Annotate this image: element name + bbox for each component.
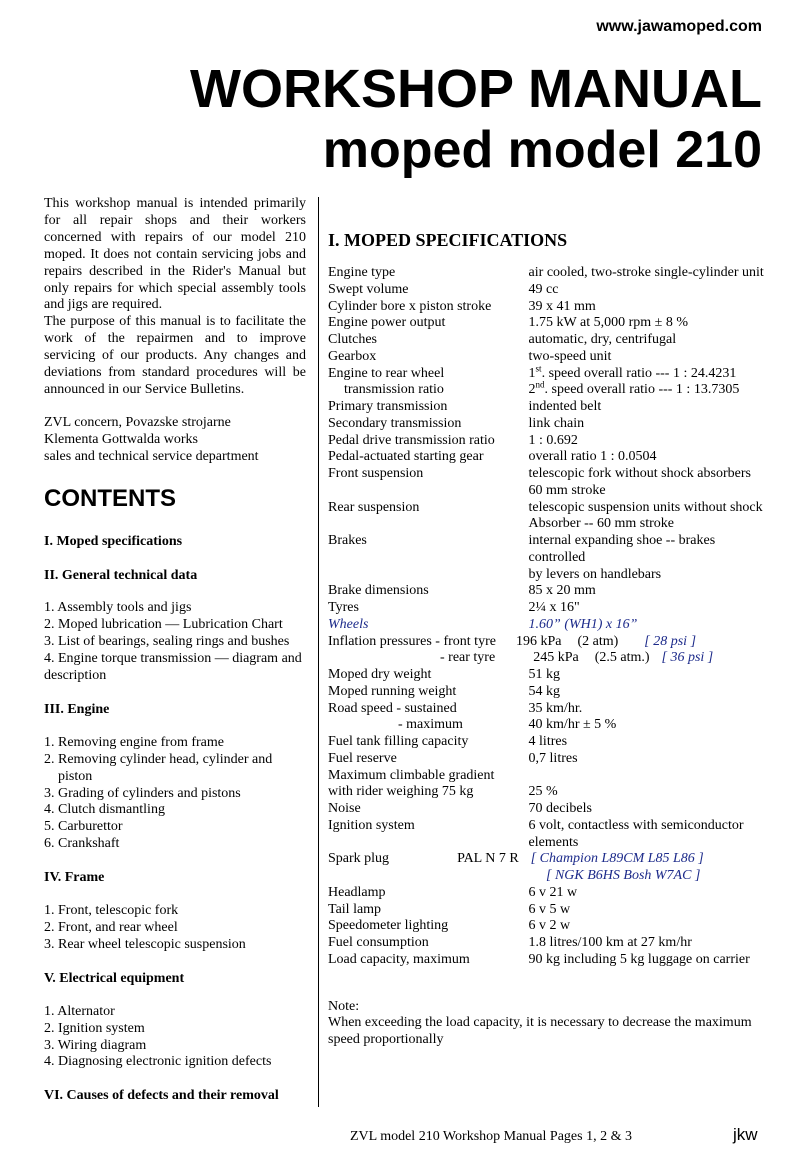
company-line: Klementa Gottwalda works [44,431,198,447]
spec-value: 90 kg including 5 kg luggage on carrier [528,951,750,967]
spec-label: Engine type [328,265,396,280]
spec-row [328,315,768,332]
inflation-rear [328,650,768,667]
ordinal-suffix: st [535,362,542,373]
spec-row [328,366,768,383]
ratio-text: . speed overall ratio --- 1 : 24.4231 [541,365,737,381]
spec-value: 49 cc [528,281,559,297]
contents-item[interactable]: 2. Moped lubrication — Lubrication Chart [44,617,283,633]
spec-value: link chain [528,415,585,431]
spec-label: Fuel tank filling capacity [328,734,469,749]
spec-value: 35 km/hr. [528,700,583,716]
note-block [328,999,768,1049]
contents-section-title[interactable]: V. Electrical equipment [44,970,185,986]
spec-value-line: elements [528,834,579,850]
specifications-heading: I. MOPED SPECIFICATIONS [328,230,568,250]
spec-value: 4 litres [528,734,568,749]
company-line: ZVL concern, Povazske strojarne [44,414,231,430]
spec-row [328,634,768,651]
contents-item[interactable]: 6. Crankshaft [44,836,120,852]
contents-section-title[interactable]: III. Engine [44,701,110,717]
spec-value: 0,7 litres [528,750,578,766]
spec-value-line: telescopic suspension units without shock [528,499,763,515]
contents-item[interactable]: 1. Alternator [44,1003,115,1019]
note-label: Note: [328,998,360,1014]
contents-item[interactable]: 3. List of bearings, sealing rings and bushes [44,634,290,650]
spec-row [328,617,768,634]
ratio-number: 1 [528,365,536,381]
spec-row [328,801,768,818]
ordinal-suffix: nd [535,379,545,390]
spec-value: 39 x 41 mm [528,298,596,314]
spec-label: Gearbox [328,348,377,364]
contents-list [44,735,306,853]
spec-value: PAL N 7 R [457,851,519,867]
spec-label: - maximum [398,717,463,733]
spec-label: Pedal drive transmission ratio [328,432,495,448]
company-line: sales and technical service department [44,448,259,464]
specifications-table [328,265,768,969]
spec-label: Moped dry weight [328,667,432,682]
spec-label: Secondary transmission [328,415,462,431]
spec-value: 2¼ x 16" [528,600,580,615]
column-divider [318,197,319,1107]
spec-label: Headlamp [328,884,386,900]
spec-value [529,533,768,583]
contents-list [44,903,306,954]
spec-value-line: internal expanding shoe -- brakes controlled [528,533,716,565]
spec-value: 51 kg [528,667,561,682]
left-column [44,196,306,1105]
spec-row [328,282,768,299]
spec-row [328,918,768,935]
ratio-number: 2 [528,382,536,398]
spec-value: automatic, dry, centrifugal [528,332,677,347]
spec-value: 6 v 21 w [528,884,578,900]
spec-value-line: by levers on handlebars [528,566,662,582]
contents-item[interactable]: 2. Removing cylinder head, cylinder and piston [44,751,273,784]
spec-row [328,500,768,534]
page-footer: ZVL model 210 Workshop Manual Pages 1, 2 & 3 [350,1129,632,1144]
spec-label: Primary transmission [328,399,448,414]
spec-label: Tail lamp [328,901,382,917]
spec-row [328,600,768,617]
spec-label: Engine to rear wheel [328,365,445,381]
spec-row [328,684,768,701]
spec-label: Wheels [328,616,369,632]
contents-list [44,1004,306,1072]
spec-row [328,868,768,885]
contents-item[interactable]: 3. Rear wheel telescopic suspension [44,936,246,952]
spec-value [528,362,768,383]
spec-row [328,935,768,952]
spec-label: Pedal-actuated starting gear [328,449,484,465]
spec-row [328,433,768,450]
spec-row [328,768,768,785]
spec-value: 6 v 5 w [528,901,571,917]
spec-row [328,902,768,919]
spec-label: Engine power output [328,315,446,331]
contents-item[interactable]: 1. Removing engine from frame [44,734,225,750]
contents-item[interactable]: 4. Engine torque transmission — diagram and description [44,651,302,684]
purpose-paragraph: The purpose of this manual is to facilitate the work of the repairmen and to improve servicing of our products. Any changes and deviations from standard procedures will be announced in our Service Bulletins. [44,314,306,397]
contents-item[interactable]: 4. Clutch dismantling [44,802,165,818]
spec-value: 25 % [528,784,558,800]
spec-label: Front suspension [328,466,424,481]
spec-row [328,784,768,801]
contents-section-title[interactable]: IV. Frame [44,870,105,886]
spec-value-line: 60 mm stroke [528,482,606,498]
spec-label: Inflation pressures - front tyre [328,633,496,649]
contents-item[interactable]: 1. Front, telescopic fork [44,903,179,919]
spec-label: Fuel consumption [328,935,429,950]
spec-value: 1.8 litres/100 km at 27 km/hr [528,935,692,950]
spec-row [328,650,768,667]
spec-value-line: Absorber -- 60 mm stroke [528,516,674,532]
spec-label: Tyres [328,600,359,615]
manual-subtitle: moped model 210 [322,121,762,179]
inflation-front [328,634,768,651]
psi-value: [ 36 psi ] [661,650,714,666]
contents-section-title[interactable]: II. General technical data [44,567,198,583]
spec-value: indented belt [528,399,602,414]
spec-label: - rear tyre [440,650,496,666]
spec-label: Noise [328,801,361,816]
plug-alternatives: [ NGK B6HS Bosh W7AC ] [546,868,701,883]
spec-label: Brakes [328,533,367,548]
spec-label: Rear suspension [328,499,420,515]
spec-row [328,466,768,500]
spec-row [328,332,768,349]
psi-value: [ 28 psi ] [644,633,697,649]
spec-row [328,734,768,751]
spec-row [328,299,768,316]
contents-item[interactable]: 1. Assembly tools and jigs [44,600,192,616]
company-info [44,415,306,466]
footer-initials: jkw [733,1125,758,1144]
contents-item[interactable]: 4. Diagnosing electronic ignition defects [44,1054,272,1070]
spec-value: two-speed unit [528,348,612,364]
spec-value [528,379,768,399]
spec-label: Swept volume [328,281,409,297]
spec-value: 54 kg [528,683,561,699]
spec-row [328,533,768,583]
spec-label: Speedometer lighting [328,918,449,934]
spec-row [328,399,768,416]
spec-value: 1.75 kW at 5,000 rpm ± 8 % [528,315,689,331]
spec-label: with rider weighing 75 kg [328,784,474,800]
spec-label: Ignition system [328,817,415,833]
manual-title: WORKSHOP MANUAL [190,59,762,119]
spec-value: (2.5 atm.) [594,650,650,666]
spec-label: Cylinder bore x piston stroke [328,298,492,314]
spec-row [328,416,768,433]
spec-row [328,717,768,734]
spec-label: Spark plug [328,851,390,867]
spec-value [529,818,768,852]
contents-heading: CONTENTS [44,484,176,512]
spec-label: Brake dimensions [328,583,429,599]
spec-value: 6 v 2 w [528,918,571,934]
spec-row [328,382,768,399]
contents-item[interactable]: 2. Front, and rear wheel [44,920,178,935]
note-text: When exceeding the load capacity, it is necessary to decrease the maximum speed proportionally [328,1015,752,1048]
spec-row [328,701,768,718]
spec-row [328,885,768,902]
spec-value [529,500,768,534]
spec-value: 40 km/hr ± 5 % [528,717,617,733]
contents-section-title[interactable]: I. Moped specifications [44,533,183,549]
spec-value [529,466,768,500]
spec-row [328,851,768,868]
spec-label: Fuel reserve [328,750,397,766]
spec-label: Load capacity, maximum [328,951,470,967]
spec-value: 1.60” (WH1) x 16” [528,616,638,632]
spec-label: Road speed - sustained [328,700,457,716]
spec-row [328,449,768,466]
spec-label: transmission ratio [344,382,444,398]
contents-item[interactable]: 2. Ignition system [44,1020,145,1036]
spec-value: 70 decibels [528,801,592,816]
spec-row [328,667,768,684]
spec-value-line: telescopic fork without shock absorbers [528,466,751,481]
contents-item[interactable]: 5. Carburettor [44,819,123,835]
spec-label: Clutches [328,332,377,347]
spec-row [328,265,768,282]
ratio-text: . speed overall ratio --- 1 : 13.7305 [544,382,740,398]
spec-value-line: 6 volt, contactless with semiconductor [528,817,744,833]
spec-row [328,349,768,366]
specifications-column [328,230,768,1049]
spec-value: air cooled, two-stroke single-cylinder unit [528,265,764,280]
spec-value: 245 kPa [533,650,579,666]
plug-alternatives: [ Champion L89CM L85 L86 ] [530,851,704,867]
spark-plug [328,851,768,868]
spec-label: Moped running weight [328,683,457,699]
contents-item[interactable]: 3. Grading of cylinders and pistons [44,785,241,801]
spec-value: 196 kPa [515,633,562,649]
spec-value: (2 atm) [577,633,619,649]
spec-row [328,818,768,852]
spec-row [328,583,768,600]
contents-list [44,600,306,685]
spec-row [328,952,768,969]
spec-label: Maximum climbable gradient [328,767,495,783]
spec-value: overall ratio 1 : 0.0504 [528,449,657,465]
intro-paragraph: This workshop manual is intended primarily for all repair shops and their workers concerned with repairs of our model 210 moped. It does not contain servicing jobs and repairs described in the Rider's Manual but only repairs for which special assembly tools and jigs are required. [44,196,306,313]
spec-row [328,751,768,768]
contents-section-title[interactable]: VI. Causes of defects and their removal [44,1088,279,1104]
spec-value: 85 x 20 mm [528,583,596,599]
website-url[interactable]: www.jawamoped.com [596,18,762,35]
contents-item[interactable]: 3. Wiring diagram [44,1037,147,1053]
spec-value: 1 : 0.692 [528,432,578,448]
